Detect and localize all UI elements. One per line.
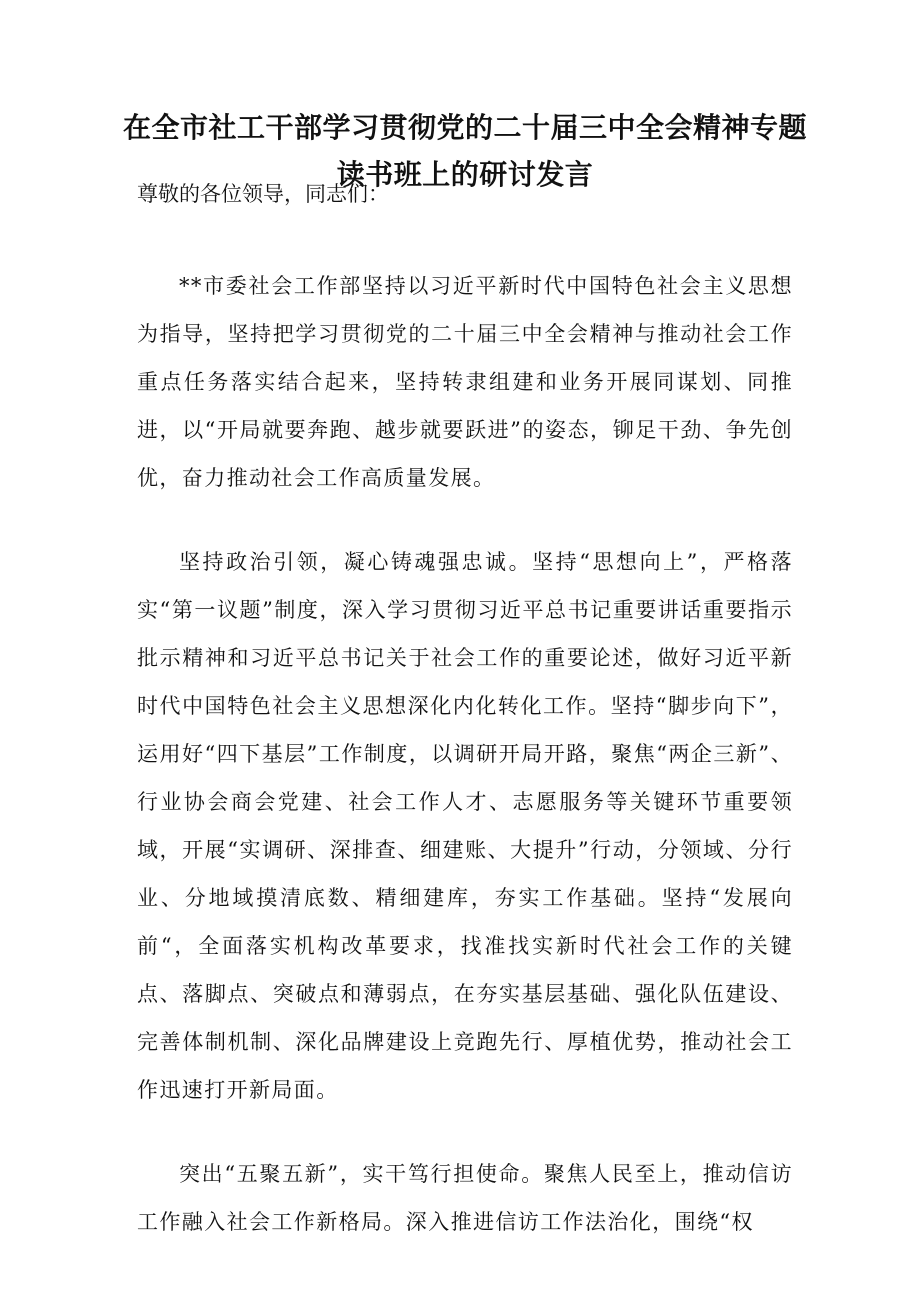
paragraph-intro: **市委社会工作部坚持以习近平新时代中国特色社会主义思想为指导，坚持把学习贯彻党的二十届三中全会精神与推动社会工作重点任务落实结合起来，坚持转隶组建和业务开展同谋划、同推进，以“开局就要奔跑、越步就要跃进”的姿态，铆足干劲、争先创优，奋力推动社会工作高质量发展。 — [137, 274, 793, 490]
salutation: 尊敬的各位领导，同志们： — [137, 182, 389, 206]
document-title: 在全市社工干部学习贯彻党的二十届三中全会精神专题读书班上的研讨发言 — [122, 111, 807, 191]
document-body — [137, 262, 793, 1282]
paragraph-political-leadership: 坚持政治引领，凝心铸魂强忠诚。坚持“思想向上”，严格落实“第一议题”制度，深入学习贯彻习近平总书记重要讲话重要指示批示精神和习近平总书记关于社会工作的重要论述，做好习近平新时代中国特色社会主义思想深化内化转化工作。坚持“脚步向下”，运用好“四下基层”工作制度，以调研开局开路，聚焦“两企三新”、行业协会商会党建、社会工作人才、志愿服务等关键环节重要领域，开展“实调研、深排查、细建账、大提升”行动，分领域、分行业、分地域摸清底数、精细建库，夯实工作基础。坚持“发展向前“，全面落实机构改革要求，找准找实新时代社会工作的关键点、落脚点、突破点和薄弱点，在夯实基层基础、强化队伍建设、完善体制机制、深化品牌建设上竞跑先行、厚植优势，推动社会工作迅速打开新局面。 — [137, 550, 793, 1102]
paragraph-five-focus: 突出“五聚五新”，实干笃行担使命。聚焦人民至上，推动信访工作融入社会工作新格局。深入推进信访工作法治化，围绕“权 — [137, 1162, 793, 1234]
